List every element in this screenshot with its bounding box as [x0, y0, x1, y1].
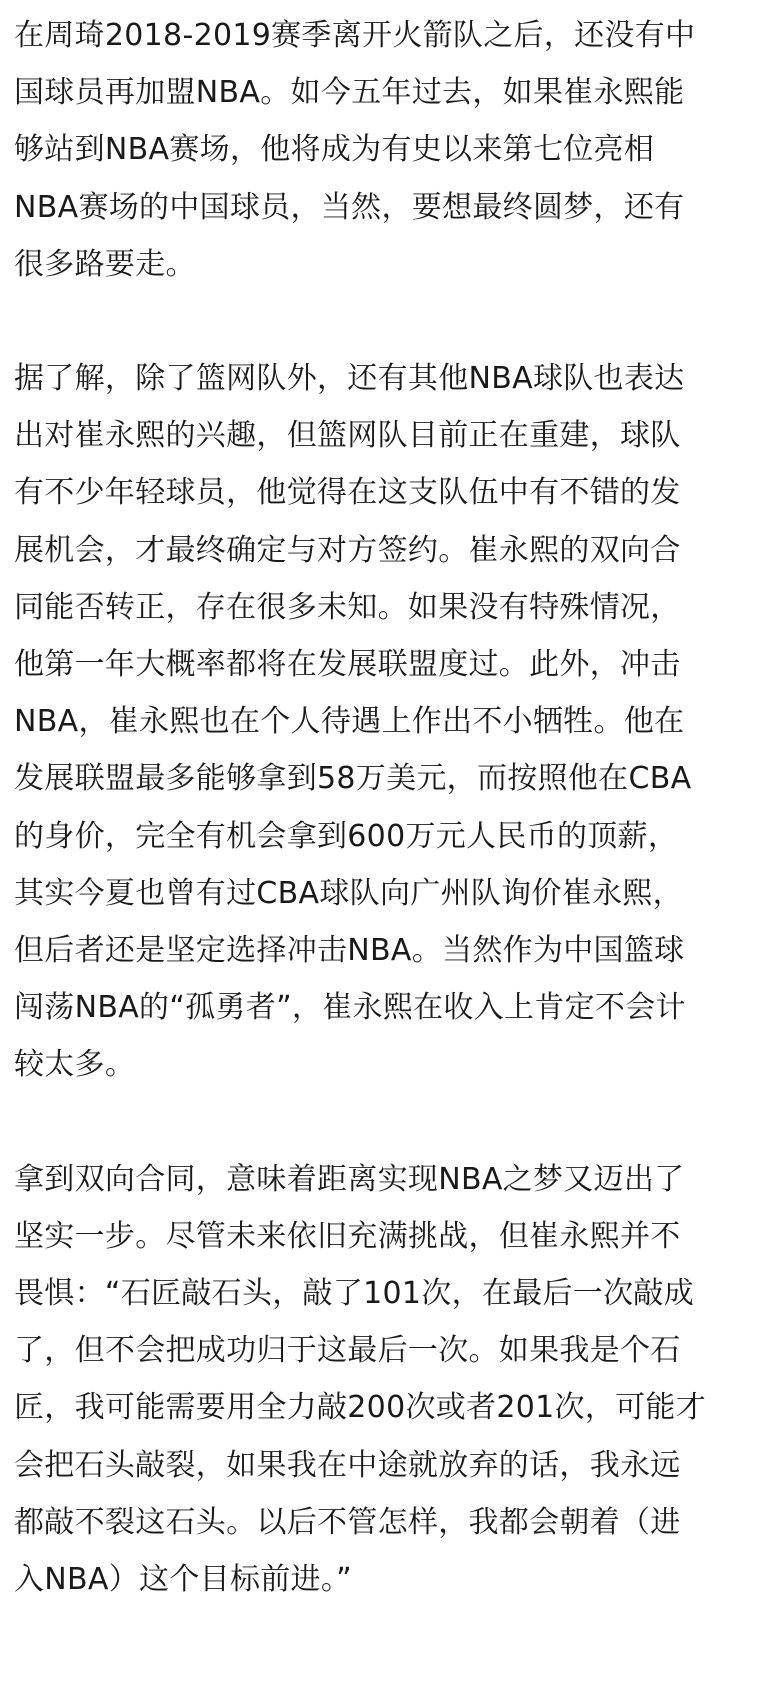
text-line: NBA赛场的中国球员，当然，要想最终圆梦，还有	[14, 189, 685, 225]
paragraph-2	[14, 350, 747, 1094]
text-line: 有不少年轻球员，他觉得在这支队伍中有不错的发	[14, 475, 681, 511]
text-line: 国球员再加盟NBA。如今五年过去，如果崔永熙能	[14, 75, 685, 111]
text-line: 展机会，才最终确定与对方签约。崔永熙的双向合	[14, 532, 681, 568]
text-line: 入NBA）这个目标前进。”	[14, 1562, 352, 1598]
text-line: 他第一年大概率都将在发展联盟度过。此外，冲击	[14, 647, 681, 683]
text-line: 拿到双向合同，意味着距离实现NBA之梦又迈出了	[14, 1161, 685, 1197]
text-line: 会把石头敲裂，如果我在中途就放弃的话，我永远	[14, 1447, 681, 1483]
text-line: 较太多。	[14, 1047, 136, 1083]
text-line: 了，但不会把成功归于这最后一次。如果我是个石	[14, 1333, 681, 1369]
text-line: 发展联盟最多能够拿到58万美元，而按照他在CBA	[14, 761, 692, 797]
text-line: 在周琦2018-2019赛季离开火箭队之后，还没有中	[14, 18, 696, 53]
text-line: 但后者还是坚定选择冲击NBA。当然作为中国篮球	[14, 933, 685, 969]
text-line: 都敲不裂这石头。以后不管怎样，我都会朝着（进	[14, 1504, 681, 1540]
text-line: 很多路要走。	[14, 246, 196, 282]
text-line: 闯荡NBA的“孤勇者”，崔永熙在收入上肯定不会计	[14, 990, 686, 1026]
text-line: 畏惧：“石匠敲石头，敲了101次，在最后一次敲成	[14, 1276, 695, 1312]
text-line: 匠，我可能需要用全力敲200次或者201次，可能才	[14, 1390, 707, 1426]
text-line: NBA，崔永熙也在个人待遇上作出不小牺牲。他在	[14, 704, 685, 740]
text-line: 的身价，完全有机会拿到600万元人民币的顶薪，	[14, 818, 679, 854]
text-line: 坚实一步。尽管未来依旧充满挑战，但崔永熙并不	[14, 1218, 681, 1254]
text-line: 出对崔永熙的兴趣，但篮网队目前正在重建，球队	[14, 418, 681, 454]
paragraph-3	[14, 1151, 747, 1609]
text-line: 据了解，除了篮网队外，还有其他NBA球队也表达	[14, 361, 685, 397]
paragraph-1	[14, 7, 747, 293]
text-line: 其实今夏也曾有过CBA球队向广州队询价崔永熙，	[14, 875, 683, 911]
text-line: 够站到NBA赛场，他将成为有史以来第七位亮相	[14, 132, 655, 168]
text-line: 同能否转正，存在很多未知。如果没有特殊情况，	[14, 589, 681, 625]
